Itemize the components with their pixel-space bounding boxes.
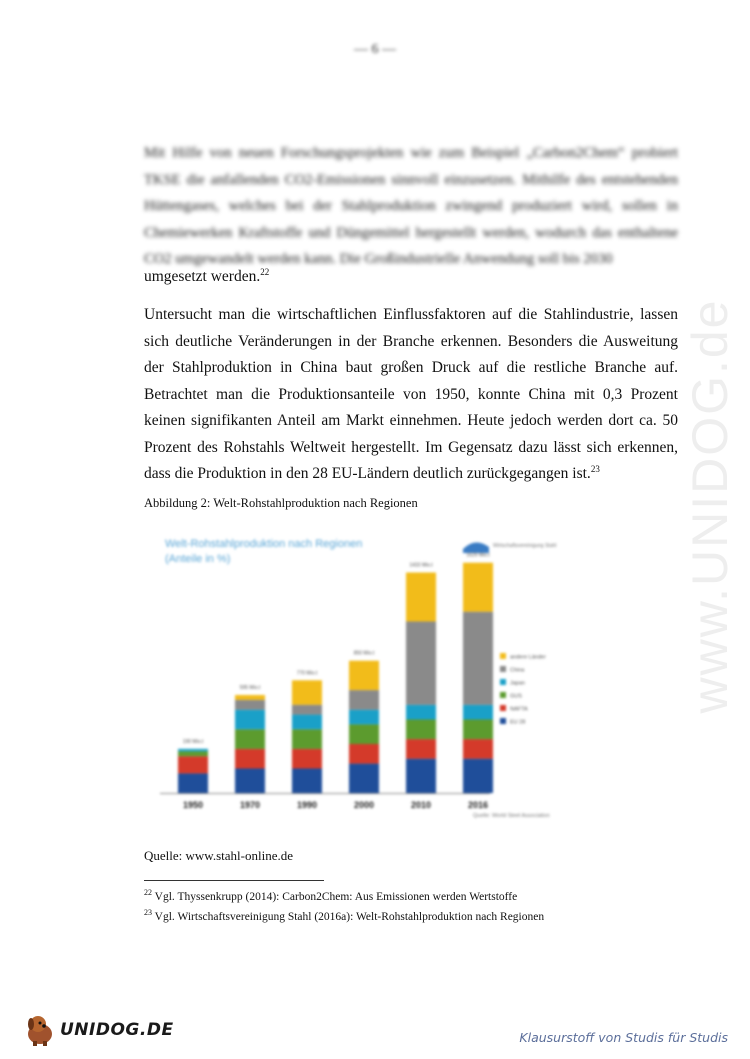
footnote-23 bbox=[144, 905, 544, 925]
bar-segment-andere-länder-2010 bbox=[406, 573, 436, 622]
watermark bbox=[678, 278, 742, 734]
bar-segment-gus-1990 bbox=[292, 729, 322, 749]
bar-segment-andere-länder-1990 bbox=[292, 680, 322, 705]
bar-segment-china-2016 bbox=[463, 612, 493, 705]
chart-logo-text: Wirtschaftsvereinigung Stahl bbox=[493, 543, 557, 549]
x-tick-label: 1970 bbox=[239, 800, 261, 810]
legend-swatch bbox=[500, 666, 506, 672]
bar-segment-nafta-1950 bbox=[178, 756, 208, 773]
bar-segment-japan-2000 bbox=[349, 710, 379, 725]
bar-segment-eu-28-1970 bbox=[235, 769, 265, 794]
bar-segment-japan-1970 bbox=[235, 710, 265, 730]
legend-swatch bbox=[500, 653, 506, 659]
footnote-number: 22 bbox=[144, 888, 152, 897]
legend-swatch bbox=[500, 705, 506, 711]
bar-segment-eu-28-2000 bbox=[349, 764, 379, 793]
chart-title: Welt-Rohstahlproduktion nach Regionen bbox=[165, 538, 363, 550]
slogan: Klausurstoff von Studis für Studis bbox=[519, 1030, 728, 1045]
logo-text: UNIDOG.DE bbox=[60, 1020, 174, 1040]
chart-source: Quelle: World Steel Association bbox=[473, 813, 550, 819]
footnote-divider bbox=[144, 880, 324, 881]
bar-segment-gus-2016 bbox=[463, 720, 493, 740]
bar-segment-nafta-2000 bbox=[349, 744, 379, 764]
stacked-bar-chart bbox=[145, 525, 565, 825]
bar-segment-andere-länder-2016 bbox=[463, 563, 493, 612]
footnote-text: Vgl. Wirtschaftsvereinigung Stahl (2016a): Welt-Rohstahlproduktion nach Regionen bbox=[154, 910, 545, 923]
bar-segment-gus-2000 bbox=[349, 724, 379, 744]
legend-swatch bbox=[500, 692, 506, 698]
legend-label: Japan bbox=[510, 680, 525, 687]
paragraph1-tail bbox=[144, 267, 269, 286]
blurred-paragraph: Mit Hilfe von neuen Forschungsprojekten wie zum Beispiel „Carbon2Chem“ probiert TKSE die anfallenden CO2-Emissionen sinnvoll einzusetzen. Mithilfe des entstehenden Hüttengases, welches bei der Stahlproduktion zwingend produziert wird, sollen in Chemiewerken Kraftstoffe und Düngemittel hergestellt werden, wodurch das enthaltene CO2 umgewandelt werden kann. Die Großindustrielle Anwendung soll bis 2030 bbox=[144, 145, 678, 267]
body-paragraph-text: Untersucht man die wirtschaftlichen Einflussfaktoren auf die Stahlindustrie, lassen sich deutliche Veränderungen in der Branche erkennen. Besonders die Ausweitung der Stahlproduktion in China baut großen Druck auf die restliche Branche auf. Betrachtet man die Produktionsanteile von 1950, konnte China mit 0,3 Prozent keinen signifikanten Anteil am Markt einnehmen. Heute jedoch werden dort ca. 50 Prozent des Rohstahls Weltweit hergestellt. Im Gegensatz dazu lässt sich erkennen, dass die Produktion in den 28 EU-Ländern deutlich zurückgegangen ist. bbox=[144, 306, 678, 482]
bar-segment-andere-länder-1970 bbox=[235, 695, 265, 700]
x-tick-label: 1950 bbox=[182, 800, 204, 810]
bar-segment-japan-1990 bbox=[292, 715, 322, 730]
bar-segment-eu-28-1950 bbox=[178, 773, 208, 793]
page-number: — 6 — bbox=[354, 42, 396, 57]
bar-segment-china-2000 bbox=[349, 690, 379, 710]
bar-total-label: 850 Mio.t bbox=[353, 650, 375, 657]
legend-swatch bbox=[500, 679, 506, 685]
bar-segment-china-1970 bbox=[235, 700, 265, 710]
bar-segment-eu-28-2010 bbox=[406, 759, 436, 793]
bar-total-label: 770 Mio.t bbox=[296, 670, 318, 677]
x-tick-label: 1990 bbox=[296, 800, 318, 810]
bar-segment-eu-28-1990 bbox=[292, 769, 322, 794]
legend-label: GUS bbox=[510, 693, 522, 700]
bar-segment-gus-2010 bbox=[406, 720, 436, 740]
bar-total-label: 190 Mio.t bbox=[182, 738, 204, 745]
source-line: Quelle: www.stahl-online.de bbox=[144, 848, 293, 863]
bar-segment-andere-länder-2000 bbox=[349, 661, 379, 690]
bar-segment-nafta-1990 bbox=[292, 749, 322, 769]
bar-segment-nafta-2010 bbox=[406, 739, 436, 759]
footnote-22 bbox=[144, 885, 544, 905]
paragraph1-tail-text: umgesetzt werden. bbox=[144, 268, 261, 286]
x-tick-label: 2000 bbox=[353, 800, 375, 810]
bar-segment-gus-1970 bbox=[235, 729, 265, 749]
bar-segment-china-1990 bbox=[292, 705, 322, 715]
legend-swatch bbox=[500, 718, 506, 724]
bar-total-label: 1629 Mio.t bbox=[466, 552, 490, 559]
bar-segment-china-2010 bbox=[406, 622, 436, 705]
footnotes bbox=[144, 885, 544, 925]
legend-label: EU 28 bbox=[510, 719, 526, 726]
legend-label: NAFTA bbox=[510, 706, 528, 713]
bar-segment-nafta-2016 bbox=[463, 739, 493, 759]
footnote-text: Vgl. Thyssenkrupp (2014): Carbon2Chem: Aus Emissionen werden Wertstoffe bbox=[154, 890, 518, 903]
x-tick-label: 2016 bbox=[467, 800, 489, 810]
bar-segment-gus-1950 bbox=[178, 751, 208, 756]
chart-logo-icon bbox=[463, 542, 489, 553]
legend-label: andere Länder bbox=[510, 654, 546, 661]
footnote-ref-23[interactable]: 23 bbox=[590, 463, 600, 474]
chart-svg bbox=[145, 525, 565, 825]
footnote-number: 23 bbox=[144, 907, 152, 917]
bar-segment-japan-1950 bbox=[178, 749, 208, 751]
bar-total-label: 595 Mio.t bbox=[239, 685, 261, 691]
bar-total-label: 1433 Mio.t bbox=[409, 562, 433, 569]
dog-icon bbox=[22, 1012, 58, 1048]
body-paragraph bbox=[144, 302, 678, 488]
bar-segment-japan-2016 bbox=[463, 705, 493, 720]
unidog-logo[interactable] bbox=[22, 1010, 174, 1050]
x-tick-label: 2010 bbox=[410, 800, 432, 810]
figure-caption: Abbildung 2: Welt-Rohstahlproduktion nach Regionen bbox=[144, 496, 418, 510]
legend-label: China bbox=[510, 667, 525, 674]
footnote-ref-22[interactable]: 22 bbox=[260, 267, 270, 277]
chart-subtitle: (Anteile in %) bbox=[165, 553, 231, 565]
bar-segment-nafta-1970 bbox=[235, 749, 265, 769]
bar-segment-eu-28-2016 bbox=[463, 759, 493, 793]
bar-segment-japan-2010 bbox=[406, 705, 436, 720]
watermark-text: www.UNIDOG.de bbox=[682, 298, 738, 714]
